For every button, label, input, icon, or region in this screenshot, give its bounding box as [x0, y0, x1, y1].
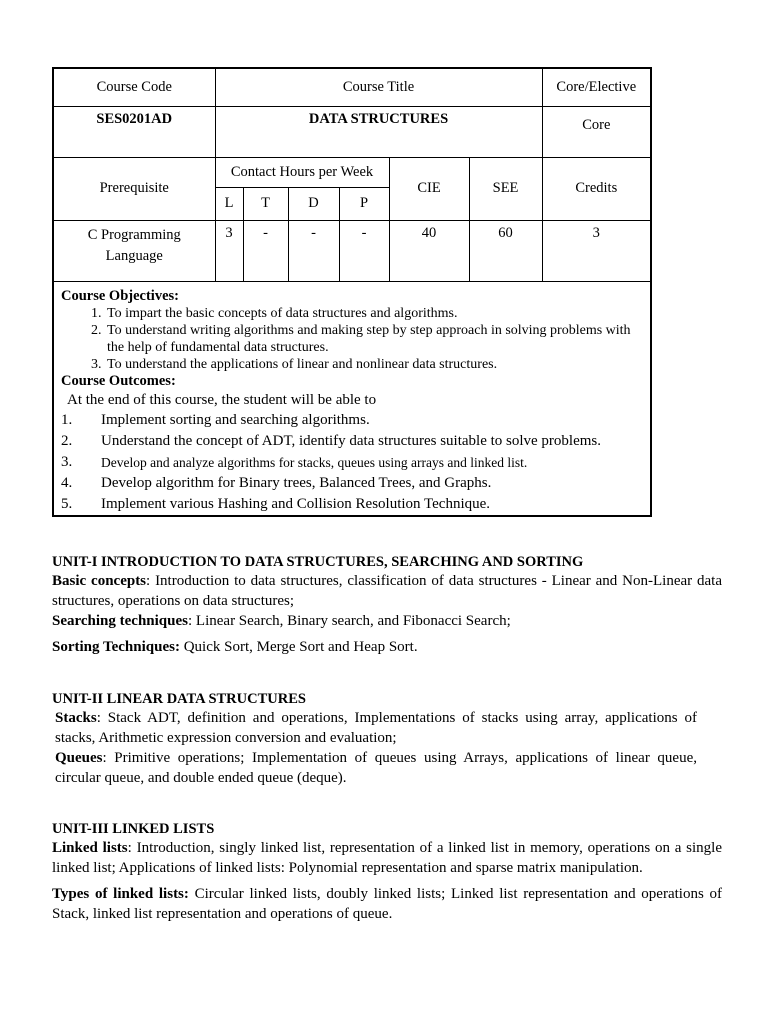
objectives-title: Course Objectives: — [61, 287, 179, 304]
unit-2-stacks: Stacks: Stack ADT, definition and operations, Implementations of stacks using array, applications of stacks, Arithmetic expression conversion and evaluation; — [55, 710, 697, 746]
hours-p-value: - — [339, 220, 389, 281]
outcome-item-2: 2. Understand the concept of ADT, identify data structures suitable to solve problems. — [61, 432, 602, 449]
cie-label: CIE — [389, 157, 469, 220]
outcomes-title: Course Outcomes: — [61, 372, 176, 389]
hours-t-value: - — [243, 220, 288, 281]
outcomes-intro: At the end of this course, the student will be able to — [67, 391, 377, 408]
unit-1-title: UNIT-I INTRODUCTION TO DATA STRUCTURES, SEARCHING AND SORTING — [52, 554, 584, 570]
course-table — [52, 67, 652, 517]
header-core-elective: Core/Elective — [542, 68, 651, 106]
outcome-item-4: 4. Develop algorithm for Binary trees, Balanced Trees, and Graphs. — [61, 474, 492, 491]
see-value: 60 — [469, 220, 542, 281]
hours-l-label: L — [215, 187, 243, 220]
hours-d-value: - — [288, 220, 339, 281]
hours-t-label: T — [243, 187, 288, 220]
prerequisite-line-1: C Programming — [87, 226, 181, 243]
unit-3-linked-lists: Linked lists: Introduction, singly linked list, representation of a linked list in memory, operations on a single linked list; Applications of linked lists: Polynomial representation and sparse matrix manipulation. — [52, 840, 722, 876]
objective-item-3: 3. To understand the applications of linear and nonlinear data structures. — [105, 356, 644, 373]
objectives-list — [61, 305, 644, 373]
unit-2-queues: Queues: Primitive operations; Implementation of queues using Arrays, applications of linear queue, circular queue, and double ended queue (deque). — [55, 750, 697, 786]
outcome-item-5: 5. Implement various Hashing and Collision Resolution Technique. — [61, 495, 491, 512]
course-code: SES0201AD — [53, 106, 215, 157]
objective-item-2: 2. To understand writing algorithms and making step by step approach in solving problems with the help of fundamental data structures. — [105, 322, 644, 356]
outcomes-list — [61, 410, 644, 515]
contact-hours-label: Contact Hours per Week — [215, 157, 389, 187]
prerequisite-value — [53, 220, 215, 281]
cie-value: 40 — [389, 220, 469, 281]
credits-label: Credits — [542, 157, 651, 220]
unit-1-basic-concepts: Basic concepts: Introduction to data structures, classification of data structures - Linear and Non-Linear data structures, operations on data structures; — [52, 573, 722, 609]
see-label: SEE — [469, 157, 542, 220]
outcome-item-3: 3. Develop and analyze algorithms for stacks, queues using arrays and linked list. — [61, 453, 528, 470]
hours-d-label: D — [288, 187, 339, 220]
course-type: Core — [542, 106, 651, 157]
hours-l-value: 3 — [215, 220, 243, 281]
objective-item-1: 1. To impart the basic concepts of data structures and algorithms. — [105, 305, 644, 322]
unit-3-title: UNIT-III LINKED LISTS — [52, 821, 215, 837]
credits-value: 3 — [542, 220, 651, 281]
unit-3-section — [52, 821, 722, 924]
course-title: DATA STRUCTURES — [215, 106, 542, 157]
hours-p-label: P — [339, 187, 389, 220]
header-course-title: Course Title — [215, 68, 542, 106]
unit-2-title: UNIT-II LINEAR DATA STRUCTURES — [52, 691, 306, 707]
header-course-code: Course Code — [53, 68, 215, 106]
unit-2-section — [52, 691, 722, 788]
objectives-outcomes-cell — [53, 281, 651, 516]
prerequisite-label: Prerequisite — [53, 157, 215, 220]
unit-3-types: Types of linked lists: Circular linked lists, doubly linked lists; Linked list representation and operations of Stack, linked list representation and operations of queue. — [52, 886, 723, 922]
unit-1-searching: Searching techniques: Linear Search, Binary search, and Fibonacci Search; — [52, 613, 511, 629]
prerequisite-line-2: Language — [105, 247, 163, 264]
unit-1-section — [52, 554, 722, 657]
outcome-item-1: 1. Implement sorting and searching algorithms. — [61, 411, 370, 428]
unit-1-sorting: Sorting Techniques: Quick Sort, Merge Sort and Heap Sort. — [52, 639, 418, 655]
